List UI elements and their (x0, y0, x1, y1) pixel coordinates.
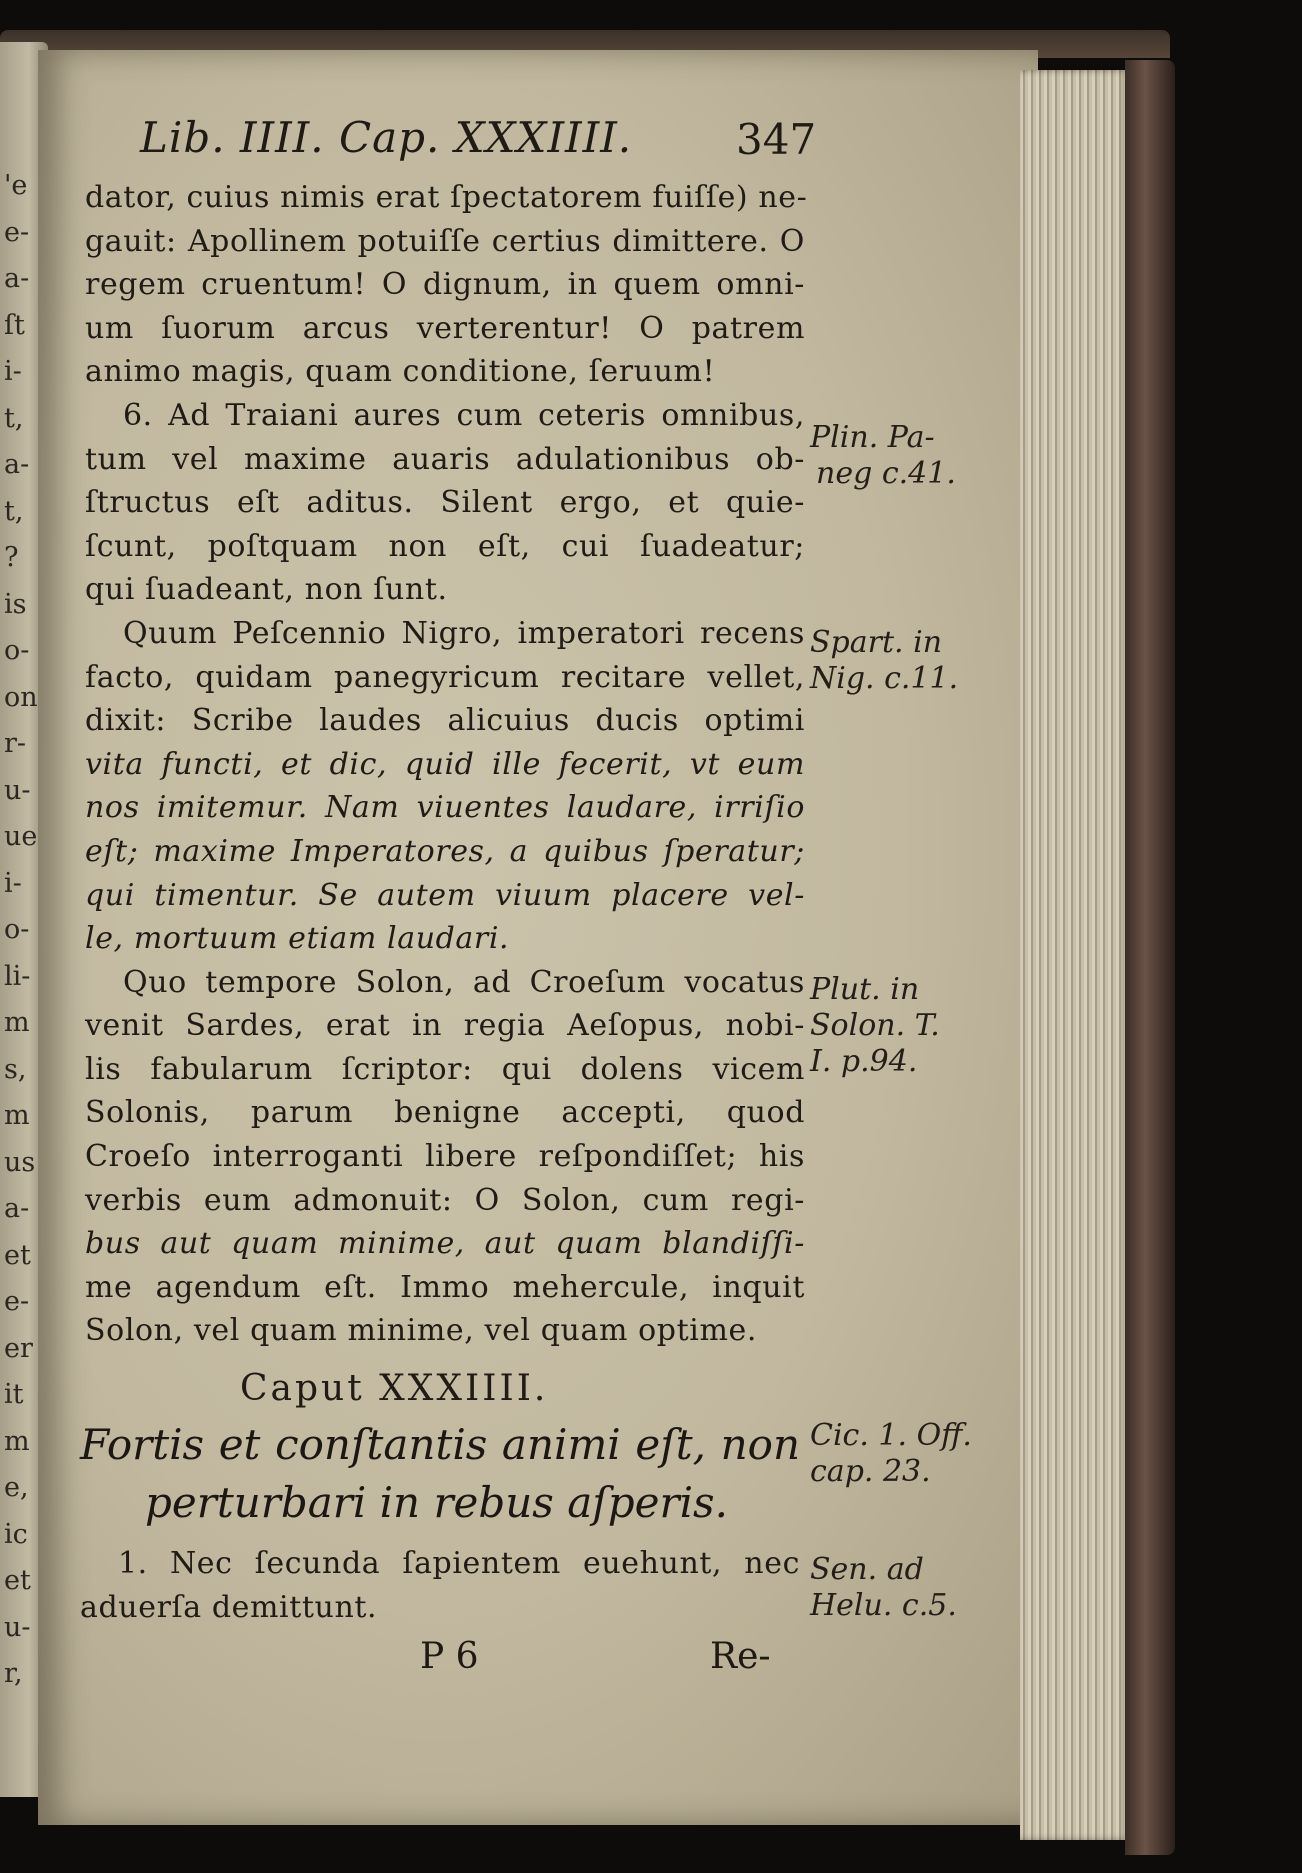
left-page-fragment: ic (4, 1518, 28, 1550)
text-line: um ſuorum arcus verterentur! O patrem (85, 310, 805, 346)
catchword: Re- (710, 1636, 771, 1677)
left-page-fragment: o- (4, 635, 30, 666)
margin-note-line: Plin. Pa- (810, 420, 935, 455)
chapter-rubric-line-1: Fortis et conſtantis animi eſt, non (80, 1420, 800, 1469)
text-line: regem cruentum! O dignum, in quem omni- (85, 267, 805, 303)
left-page-fragment: it (4, 1379, 24, 1410)
left-page-fragment: i- (4, 867, 22, 899)
text-line: gauit: Apollinem potuiſſe certius dimittere. O (85, 223, 805, 259)
left-page-fragment: o- (4, 914, 30, 945)
left-page-fragment: us (4, 1146, 36, 1178)
margin-note-line: Cic. 1. Off. (810, 1418, 972, 1453)
margin-note-line: I. p.94. (810, 1044, 918, 1079)
body-text (85, 176, 808, 1353)
margin-note-line: Solon. T. (810, 1008, 940, 1043)
text-line: Quo tempore Solon, ad Croeſum vocatus (123, 964, 805, 1000)
left-page-fragment: r- (4, 728, 27, 759)
running-title: Lib. IIII. Cap. XXXIIII. (140, 113, 633, 162)
left-page-fragment: r, (4, 1658, 23, 1689)
left-page-fragment: t, (4, 402, 24, 434)
text-line: dator, cuius nimis erat ſpectatorem fuiſſe) ne- (85, 180, 808, 215)
left-page-fragment: a- (4, 263, 30, 294)
left-page-fragment: on (4, 681, 38, 713)
margin-note-line: cap. 23. (810, 1454, 931, 1489)
chapter-heading: Caput XXXIIII. (240, 1368, 549, 1409)
text-line: facto, quidam panegyricum recitare vellet, (85, 659, 805, 695)
left-page-fragment: et (4, 1565, 31, 1596)
text-line: qui ſuadeant, non ſunt. (85, 572, 448, 608)
page-edges (1020, 70, 1130, 1840)
text-line: 1. Nec ſecunda ſapientem euehunt, nec (118, 1546, 800, 1581)
margin-note-line: Sen. ad (810, 1552, 924, 1587)
left-page-fragment: e- (4, 1286, 30, 1317)
left-page-fragment: ? (4, 542, 19, 573)
left-page-fragment: i- (4, 356, 22, 387)
text-line: verbis eum admonuit: O Solon, cum regi- (85, 1182, 805, 1218)
left-page-fragment: a- (4, 1193, 30, 1224)
left-page-fragment: s, (4, 1053, 27, 1085)
text-line: qui timentur. Se autem viuum placere vel- (85, 877, 805, 913)
text-line: venit Sardes, erat in regia Aeſopus, nobi- (85, 1008, 805, 1044)
text-line: Quum Peſcennio Nigro, imperatori recens (123, 615, 805, 651)
text-line: tum vel maxime auaris adulationibus ob- (85, 441, 805, 477)
left-page-fragment: u- (4, 774, 31, 806)
margin-note-line: Nig. c.11. (810, 661, 959, 696)
left-page-fragment: m (4, 1100, 30, 1131)
text-line: me agendum eſt. Immo mehercule, inquit (85, 1269, 805, 1305)
page-number: 347 (736, 115, 817, 164)
left-page-fragment: m (4, 1425, 30, 1457)
left-page-fragment: 'e (4, 170, 28, 201)
margin-note-sen (810, 1552, 957, 1624)
left-page-fragment: ue (4, 821, 38, 852)
text-line: lis fabularum ſcriptor: qui dolens vicem (85, 1051, 805, 1087)
margin-note-line: Spart. in (810, 625, 943, 660)
left-page-fragment: t, (4, 495, 24, 527)
margin-note-line: Plut. in (810, 972, 920, 1007)
text-line: 6. Ad Traiani aures cum ceteris omnibus, (123, 397, 805, 433)
signature-mark: P 6 (420, 1636, 479, 1677)
text-line: Solon, vel quam minime, vel quam optime. (85, 1313, 758, 1349)
left-page-fragment: m (4, 1007, 30, 1038)
text-line: Croeſo interroganti libere reſpondiſſet; his (85, 1139, 805, 1175)
left-page-fragment: ſt (4, 309, 25, 341)
left-page-fragment: a- (4, 449, 30, 480)
margin-note-cic (810, 1418, 972, 1490)
margin-note-line: neg c.41. (816, 456, 956, 491)
left-page-fragment: is (4, 588, 27, 620)
left-page-fragment: li- (4, 960, 31, 992)
chapter-rubric-line-2: perturbari in rebus aſperis. (145, 1478, 728, 1527)
text-line: Solonis, parum benigne accepti, quod (85, 1095, 805, 1131)
text-line: ſcunt, poſtquam non eſt, cui ſuadeatur; (85, 528, 805, 564)
left-page-fragment: u- (4, 1611, 31, 1643)
margin-note-plut (810, 972, 940, 1080)
chapter-text (80, 1542, 800, 1629)
text-line: eſt; maxime Imperatores, a quibus ſperatur; (85, 833, 805, 869)
running-header (0, 113, 1302, 173)
text-line: animo magis, quam conditione, ſeruum! (85, 354, 716, 390)
text-line: dixit: Scribe laudes alicuius ducis optimi (85, 703, 805, 739)
left-page-fragment: e, (4, 1472, 29, 1503)
book-cover-edge (1125, 60, 1175, 1855)
margin-note-plin (810, 420, 956, 492)
text-line: ſtructus eſt aditus. Silent ergo, et quie- (85, 485, 805, 521)
text-line: aduerſa demittunt. (80, 1589, 378, 1625)
margin-note-line: Helu. c.5. (810, 1588, 957, 1623)
left-page-fragment: et (4, 1239, 31, 1271)
left-page-fragment: er (4, 1332, 33, 1364)
text-line: le, mortuum etiam laudari. (85, 921, 510, 957)
margin-note-spart (810, 625, 958, 697)
text-line: nos imitemur. Nam viuentes laudare, irriſio (85, 790, 805, 826)
text-line: vita functi, et dic, quid ille fecerit, vt eum (85, 746, 805, 782)
left-page-fragment: e- (4, 216, 30, 248)
text-line: bus aut quam minime, aut quam blandiſſi- (85, 1226, 805, 1262)
